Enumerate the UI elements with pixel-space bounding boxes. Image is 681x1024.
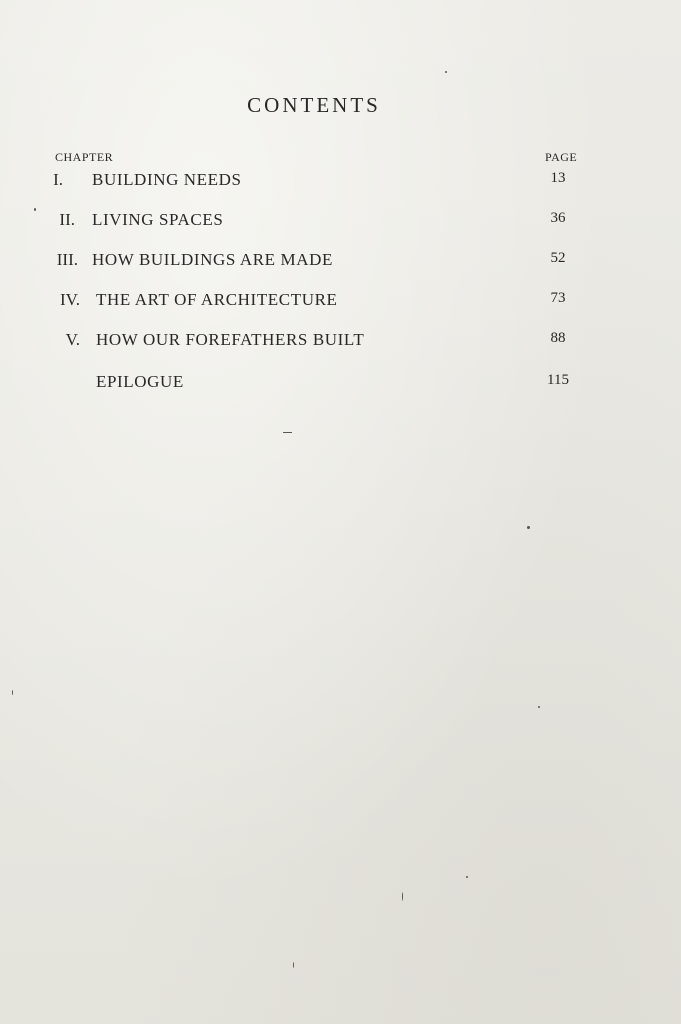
toc-title: THE ART OF ARCHITECTURE xyxy=(96,290,338,309)
toc-title: LIVING SPACES xyxy=(92,210,224,229)
paper-speck xyxy=(283,432,292,433)
toc-numeral: III. xyxy=(56,250,78,269)
toc-entry xyxy=(0,290,681,314)
paper-speck xyxy=(445,71,447,73)
contents-heading: CONTENTS xyxy=(247,93,381,117)
paper-speck xyxy=(527,526,530,529)
paper-speck xyxy=(293,962,294,968)
paper-speck xyxy=(12,690,13,695)
toc-title: HOW BUILDINGS ARE MADE xyxy=(92,250,333,269)
toc-entry xyxy=(0,210,681,234)
toc-title: BUILDING NEEDS xyxy=(92,170,242,189)
paper-speck xyxy=(538,706,540,708)
toc-entry xyxy=(0,372,681,396)
toc-page-number: 115 xyxy=(547,372,569,388)
toc-entry xyxy=(0,250,681,274)
toc-page-number: 36 xyxy=(550,210,566,226)
toc-numeral: V. xyxy=(65,330,80,349)
toc-page-number: 88 xyxy=(550,330,566,346)
paper-speck xyxy=(466,876,468,878)
toc-entry xyxy=(0,170,681,194)
paper-speck xyxy=(34,208,36,211)
toc-numeral: I. xyxy=(53,170,63,189)
chapter-column-label: CHAPTER xyxy=(55,150,114,164)
toc-page-number: 13 xyxy=(550,170,566,186)
toc-title: EPILOGUE xyxy=(96,372,184,391)
toc-title: HOW OUR FOREFATHERS BUILT xyxy=(96,330,365,349)
toc-page-number: 73 xyxy=(550,290,566,306)
toc-numeral: IV. xyxy=(60,290,80,309)
page-column-label: PAGE xyxy=(545,150,578,164)
toc-entry xyxy=(0,330,681,354)
toc-numeral: II. xyxy=(59,210,75,229)
paper-speck xyxy=(402,892,403,901)
toc-page-number: 52 xyxy=(550,250,566,266)
